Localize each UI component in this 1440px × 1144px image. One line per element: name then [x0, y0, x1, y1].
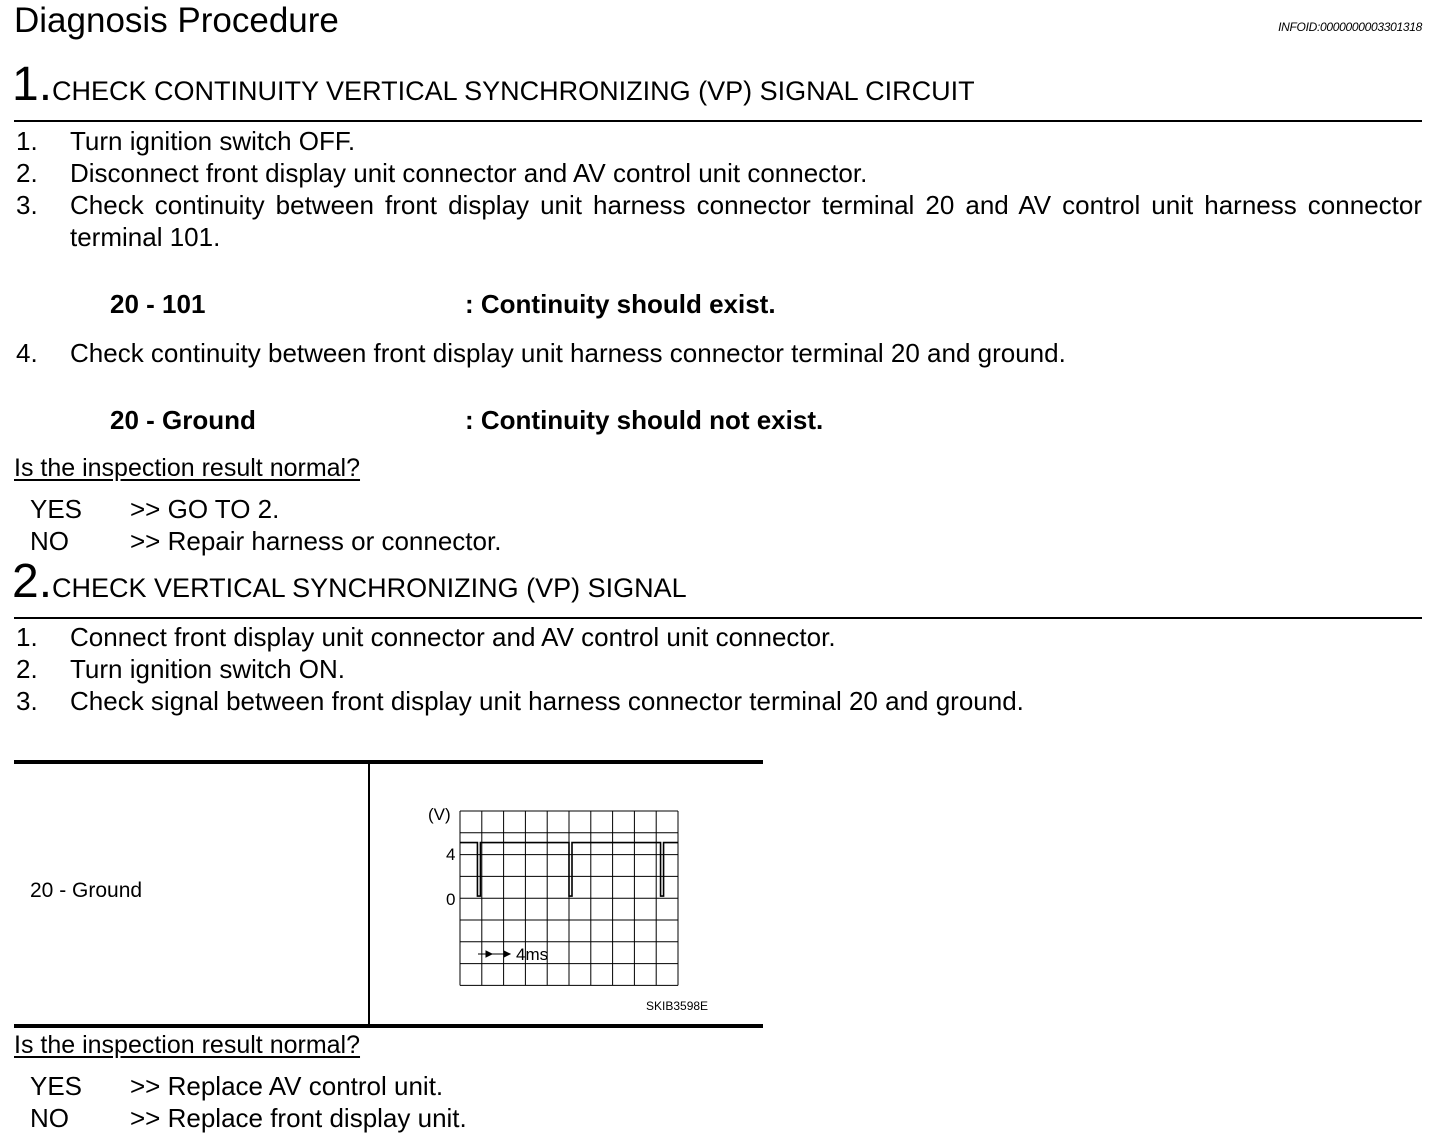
- step-1-heading: [12, 60, 975, 110]
- table-column-divider: [368, 763, 370, 1026]
- step-1-yes-label: YES: [30, 494, 83, 524]
- table-bottom-rule: [14, 1024, 763, 1028]
- step-2-question: Is the inspection result normal?: [14, 1031, 361, 1059]
- spec-2-value: : Continuity should not exist.: [465, 405, 824, 435]
- page-title: Diagnosis Procedure: [14, 1, 339, 40]
- chart-grid: [460, 811, 678, 985]
- spec-1-value: : Continuity should exist.: [465, 289, 776, 319]
- chart-y-tick-4: 4: [446, 845, 456, 864]
- step-1-divider: [14, 120, 1422, 122]
- chart-y-tick-0: 0: [446, 890, 456, 909]
- table-top-rule: [14, 760, 763, 764]
- step-1-item-3-text: Check continuity between front display unit harness connector terminal 20 and AV control unit harness connector terminal 101.: [70, 190, 1422, 252]
- step-2-item-3: 3. Check signal between front display unit harness connector terminal 20 and ground.: [16, 686, 1024, 716]
- step-2-item-2: 2. Turn ignition switch ON.: [16, 654, 346, 684]
- step-1-item-3-num: 3.: [16, 190, 38, 220]
- step-1-title: CHECK CONTINUITY VERTICAL SYNCHRONIZING (VP) SIGNAL CIRCUIT: [52, 76, 975, 106]
- step-1-no-label: NO: [30, 526, 69, 556]
- step-2-no-label: NO: [30, 1103, 69, 1133]
- step-1-question: Is the inspection result normal?: [14, 454, 361, 482]
- step-2-no-action: >> Replace front display unit.: [130, 1103, 467, 1133]
- spec-1-label: 20 - 101: [110, 289, 206, 319]
- step-2-divider: [14, 617, 1422, 619]
- info-id: INFOID:0000000003301318: [1278, 20, 1422, 34]
- chart-y-label: (V): [428, 805, 451, 824]
- chart-series-voltage: [460, 843, 678, 896]
- chart-time-scale: 4ms: [516, 945, 549, 964]
- waveform-chart: [380, 766, 760, 1021]
- step-1-yes-action: >> GO TO 2.: [130, 494, 280, 524]
- step-1-no-action: >> Repair harness or connector.: [130, 526, 502, 556]
- step-2-number: 2.: [12, 555, 53, 608]
- step-1-number: 1.: [12, 58, 53, 111]
- step-1-item-1: 1. Turn ignition switch OFF.: [16, 126, 356, 156]
- figure-id: SKIB3598E: [646, 999, 709, 1013]
- step-2-heading: [12, 557, 687, 607]
- table-terminal: 20 - Ground: [30, 879, 143, 902]
- step-1-item-2: 2. Disconnect front display unit connector and AV control unit connector.: [16, 158, 868, 188]
- time-scale-marker: [478, 951, 510, 957]
- step-2-title: CHECK VERTICAL SYNCHRONIZING (VP) SIGNAL: [52, 573, 687, 603]
- spec-2-label: 20 - Ground: [110, 405, 256, 435]
- step-2-item-1: 1. Connect front display unit connector and AV control unit connector.: [16, 622, 836, 652]
- step-2-yes-label: YES: [30, 1071, 83, 1101]
- step-1-item-4: 4. Check continuity between front display unit harness connector terminal 20 and ground.: [16, 338, 1066, 368]
- step-2-yes-action: >> Replace AV control unit.: [130, 1071, 444, 1101]
